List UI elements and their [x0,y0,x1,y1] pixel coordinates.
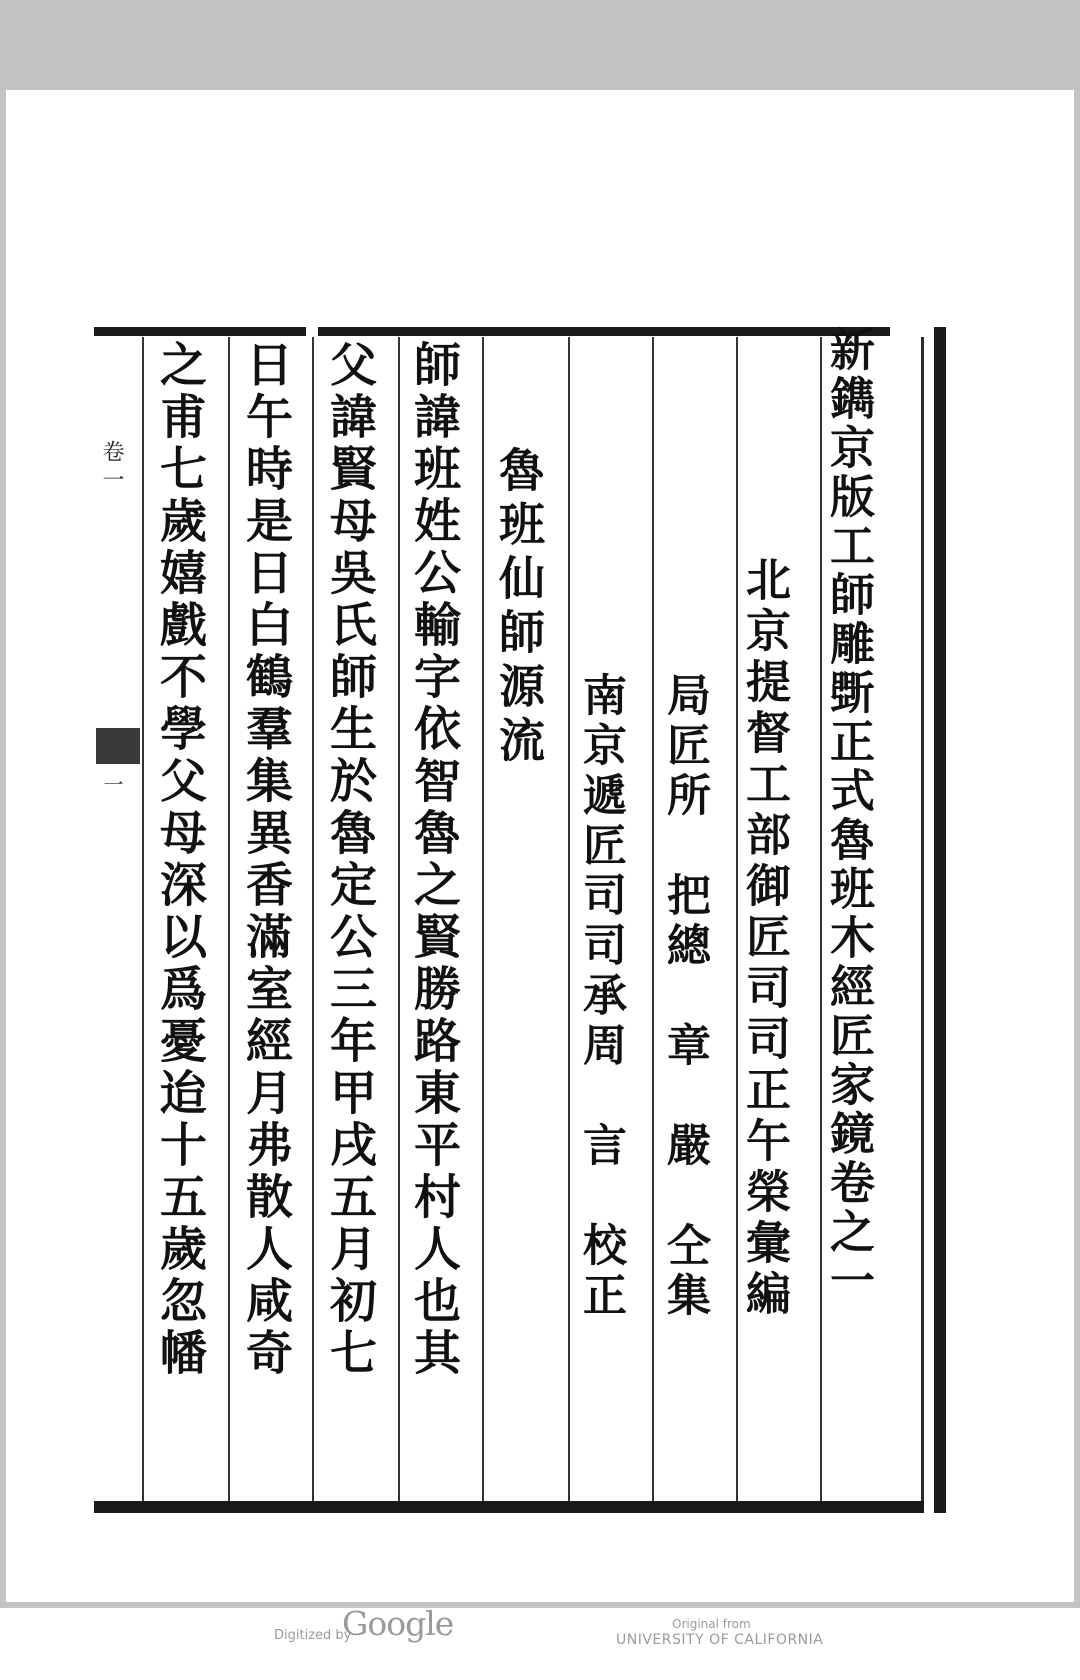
institution-label: UNIVERSITY OF CALIFORNIA [616,1632,824,1648]
body-text-column: 師諱班姓公輸字依智魯之賢勝路東平村人也其 [406,340,461,1380]
section-title-column: 魯班仙師源流 [492,446,546,770]
column-divider [398,337,400,1501]
body-text-column: 日午時是日白鶴羣集異香滿室經月弗散人咸奇 [238,340,293,1380]
column-divider [228,337,230,1501]
margin-mark-upper: 卷一 [99,440,124,496]
scanned-page [6,90,1074,1648]
frame-rule-right-inner [921,337,924,1501]
column-divider [142,337,144,1501]
original-from-label: Original from [672,1617,751,1631]
digitized-by-label: Digitized by [274,1628,352,1643]
viewer-frame-right [1074,90,1080,1608]
margin-mark-lower: 一 [100,774,124,800]
frame-rule-top-right [318,327,890,336]
body-text-column: 父諱賢母吳氏師生於魯定公三年甲戌五月初七 [322,340,377,1380]
fish-tail-mark [96,728,140,764]
book-title-column: 新鐫京版工師雕斲正式魯班木經匠家鏡卷之一 [822,326,875,1306]
viewer-top-bar [0,0,1080,90]
frame-rule-right [934,327,946,1513]
column-divider [312,337,314,1501]
collector-column: 局匠所 把總 章 嚴 仝集 [659,672,710,1322]
column-divider [482,337,484,1501]
google-logo: Google [342,1604,454,1643]
column-divider [652,337,654,1501]
frame-rule-bottom [94,1501,924,1513]
scan-footer [6,1600,1074,1680]
frame-rule-top-left [94,327,306,336]
compiler-column: 北京提督工部御匠司司正午榮彙編 [738,556,791,1321]
body-text-column: 之甫七歲嬉戲不學父母深以爲憂迨十五歲忽幡 [152,340,207,1380]
column-divider [568,337,570,1501]
proofreader-column: 南京遞匠司司承周 言 校正 [575,672,626,1322]
